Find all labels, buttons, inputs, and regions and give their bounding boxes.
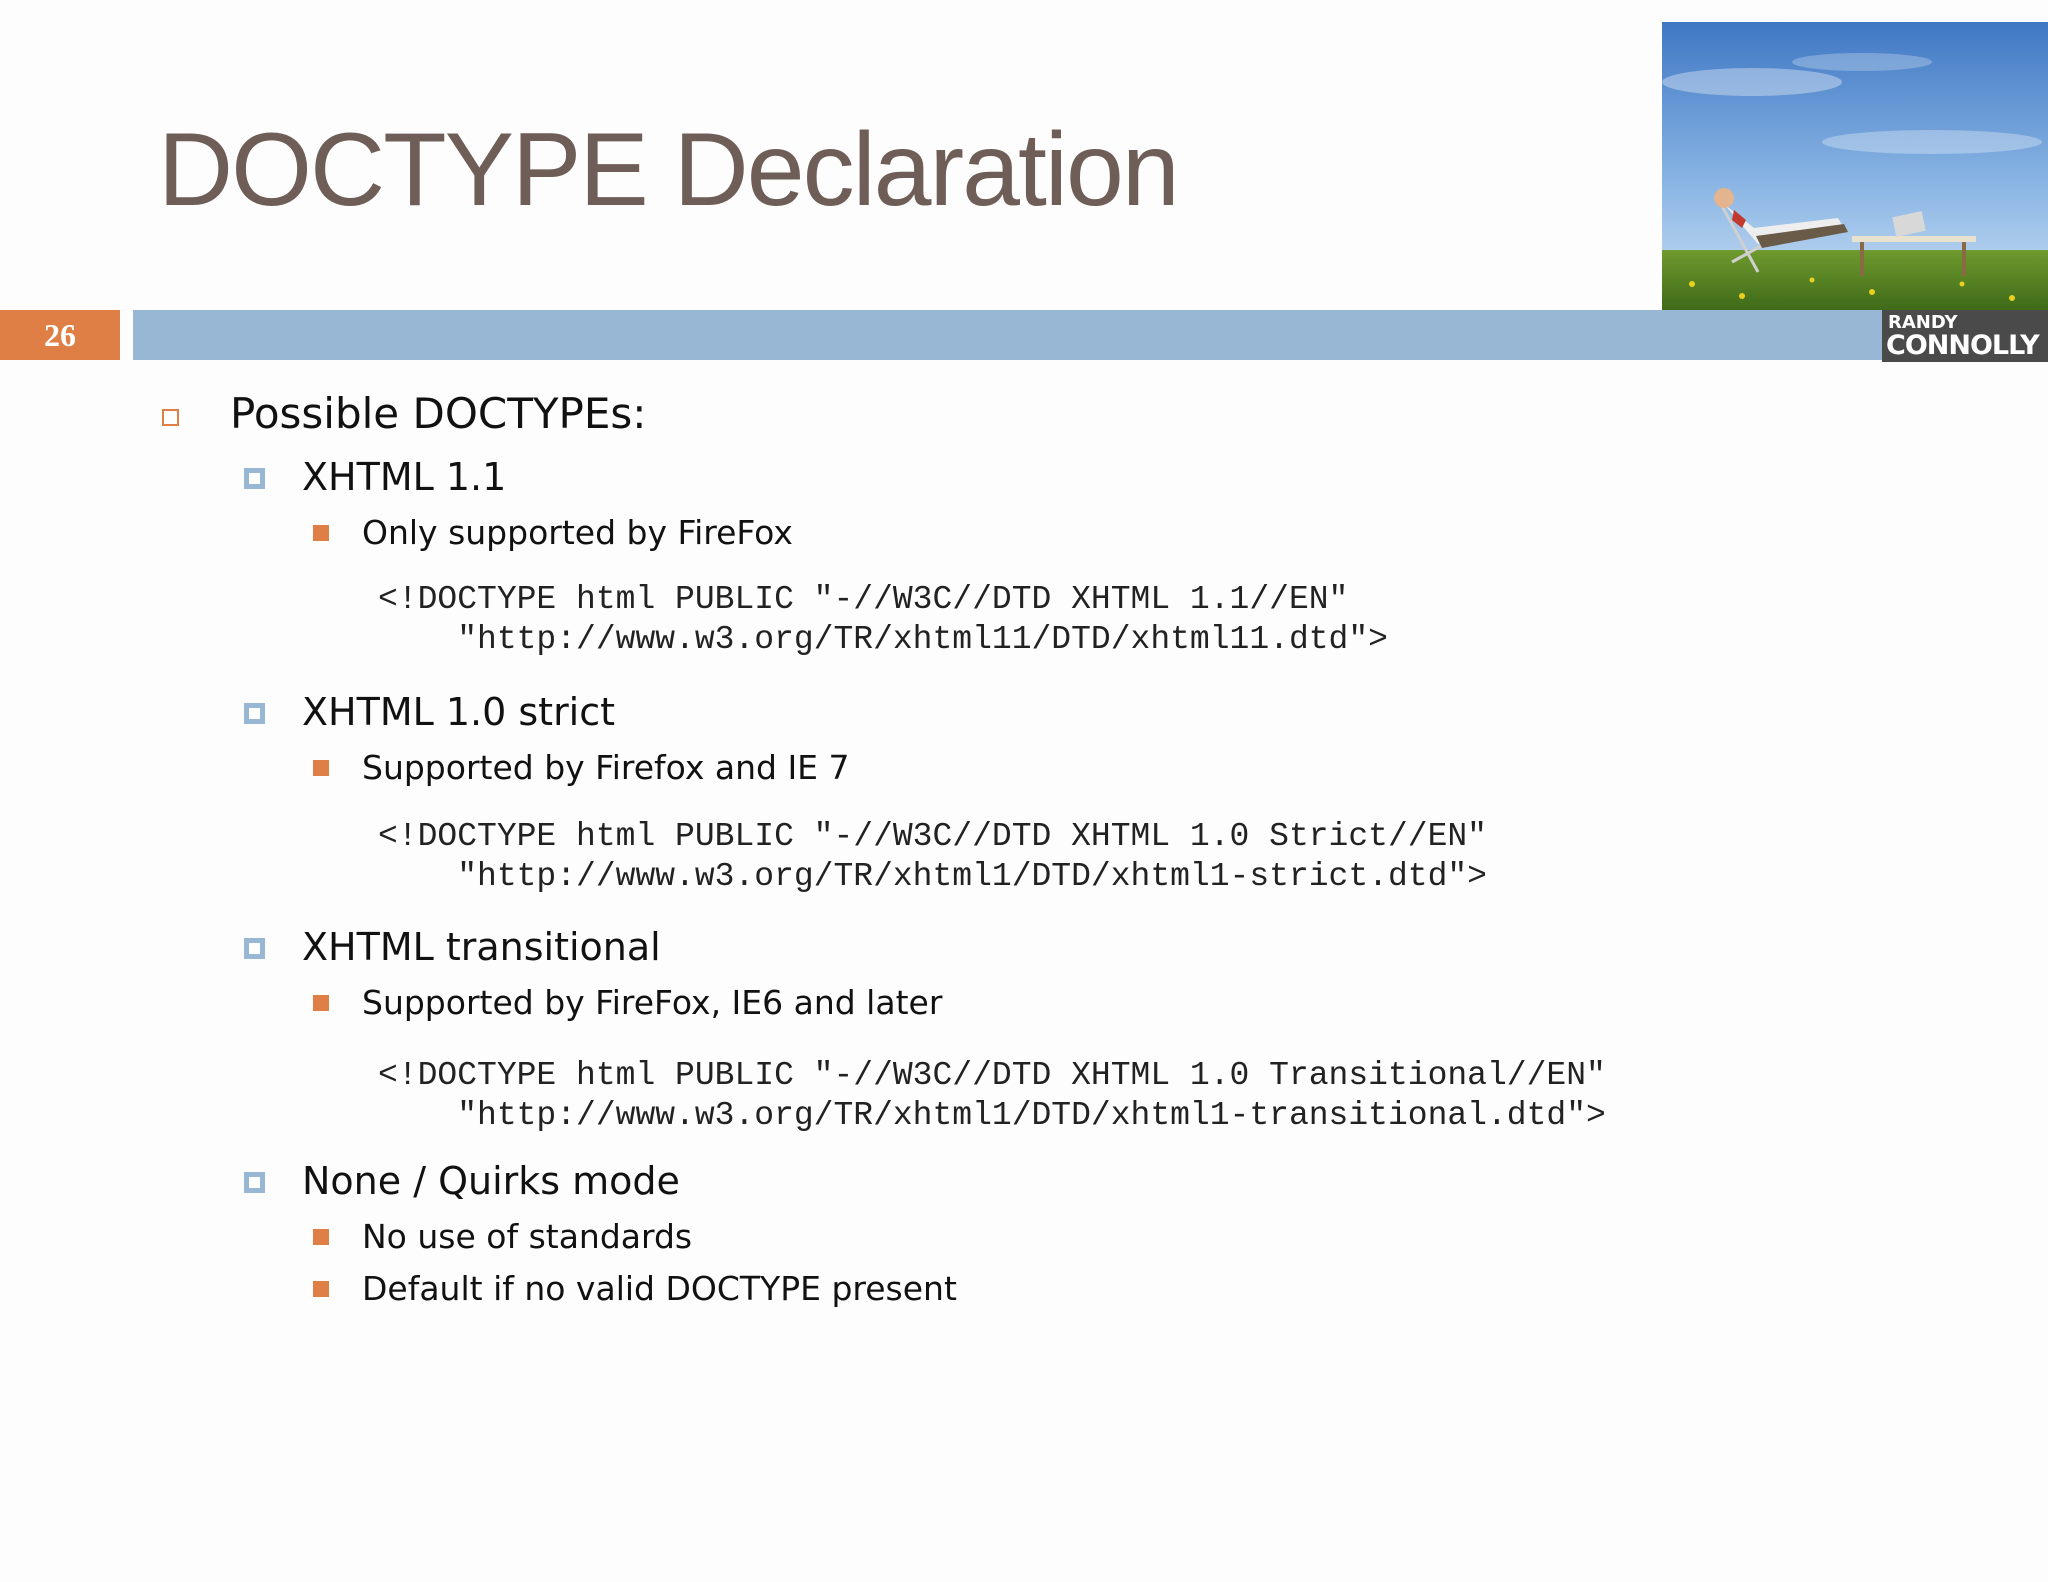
hollow-square-bullet-icon	[162, 409, 179, 426]
slide-title: DOCTYPE Declaration	[158, 112, 1178, 228]
header-band	[133, 310, 2048, 360]
square-bullet-icon	[313, 995, 329, 1011]
author-logo: RANDY CONNOLLY	[1882, 310, 2048, 362]
list-item-label: XHTML 1.0 strict	[302, 690, 616, 734]
square-bullet-icon	[244, 703, 265, 724]
code-line: <!DOCTYPE html PUBLIC "-//W3C//DTD XHTML 1.1//EN"	[378, 581, 1349, 618]
square-bullet-icon	[244, 938, 265, 959]
list-item-label: XHTML transitional	[302, 925, 661, 969]
square-bullet-icon	[313, 1229, 329, 1245]
code-line: <!DOCTYPE html PUBLIC "-//W3C//DTD XHTML 1.0 Strict//EN"	[378, 818, 1487, 855]
list-heading: Possible DOCTYPEs:	[230, 389, 647, 438]
list-item-note: Only supported by FireFox	[362, 513, 793, 552]
code-line: "http://www.w3.org/TR/xhtml11/DTD/xhtml11.dtd">	[378, 621, 1388, 658]
list-item-label: None / Quirks mode	[302, 1159, 680, 1203]
list-item-note: Supported by FireFox, IE6 and later	[362, 983, 943, 1022]
square-bullet-icon	[244, 468, 265, 489]
square-bullet-icon	[313, 760, 329, 776]
square-bullet-icon	[313, 525, 329, 541]
list-item-label: XHTML 1.1	[302, 455, 507, 499]
list-item-note: Supported by Firefox and IE 7	[362, 748, 850, 787]
slide-number: 26	[0, 310, 120, 360]
square-bullet-icon	[244, 1172, 265, 1193]
code-line: "http://www.w3.org/TR/xhtml1/DTD/xhtml1-transitional.dtd">	[378, 1097, 1606, 1134]
square-bullet-icon	[313, 1281, 329, 1297]
header-photo	[1662, 22, 2048, 310]
list-item-note: Default if no valid DOCTYPE present	[362, 1269, 957, 1308]
code-line: <!DOCTYPE html PUBLIC "-//W3C//DTD XHTML 1.0 Transitional//EN"	[378, 1057, 1606, 1094]
list-item-note: No use of standards	[362, 1217, 693, 1256]
code-line: "http://www.w3.org/TR/xhtml1/DTD/xhtml1-strict.dtd">	[378, 858, 1487, 895]
